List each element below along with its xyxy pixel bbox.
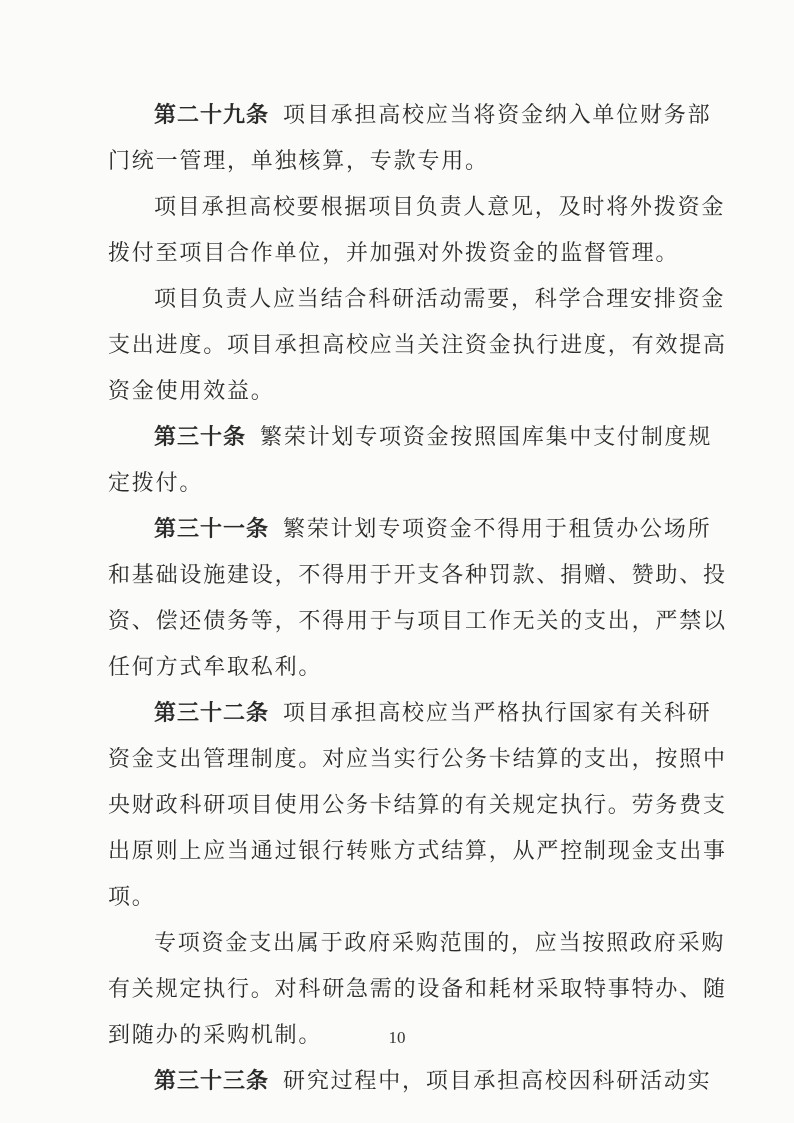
article-30-paragraph — [108, 415, 713, 507]
text-line: 项。 — [108, 885, 156, 910]
text-line: 资金支出管理制度。对应当实行公务卡结算的支出，按照中 — [108, 747, 727, 772]
article-heading: 第三十条 — [154, 425, 247, 450]
line-text: 繁荣计划专项资金不得用于租赁办公场所 — [283, 517, 712, 542]
document-body — [108, 93, 727, 1105]
article-heading: 第三十二条 — [154, 701, 270, 726]
text-line: 门统一管理，单独核算，专款专用。 — [108, 149, 489, 174]
article-33-paragraph — [108, 1059, 712, 1105]
text-line: 资金使用效益。 — [108, 379, 275, 404]
line-text: 繁荣计划专项资金按照国库集中支付制度规 — [260, 425, 713, 450]
paragraph — [108, 277, 727, 415]
text-line: 有关规定执行。对科研急需的设备和耗材采取特事特办、随 — [108, 977, 727, 1002]
page-number: 10 — [388, 1028, 406, 1047]
text-line: 拨付至项目合作单位，并加强对外拨资金的监督管理。 — [108, 241, 680, 266]
text-line: 任何方式牟取私利。 — [108, 655, 323, 680]
line-text: 研究过程中，项目承担高校因科研活动实 — [283, 1069, 712, 1094]
text-line: 定拨付。 — [108, 471, 204, 496]
text-line: 央财政科研项目使用公务卡结算的有关规定执行。劳务费支 — [108, 793, 727, 818]
text-line: 项目承担高校要根据项目负责人意见，及时将外拨资金 — [154, 195, 726, 220]
article-32-paragraph — [108, 691, 727, 921]
line-text: 项目承担高校应当严格执行国家有关科研 — [283, 701, 712, 726]
line-text: 项目承担高校应当将资金纳入单位财务部 — [283, 103, 712, 128]
text-line: 支出进度。项目承担高校应当关注资金执行进度，有效提高 — [108, 333, 727, 358]
text-line — [108, 1059, 712, 1105]
text-line — [108, 691, 712, 737]
article-29-paragraph — [108, 93, 712, 185]
text-line: 出原则上应当通过银行转账方式结算，从严控制现金支出事 — [108, 839, 727, 864]
article-heading: 第三十三条 — [154, 1069, 270, 1094]
text-line: 到随办的采购机制。 — [108, 1023, 323, 1048]
text-line: 资、偿还债务等，不得用于与项目工作无关的支出，严禁以 — [108, 609, 727, 634]
article-31-paragraph — [108, 507, 727, 691]
text-line: 专项资金支出属于政府采购范围的，应当按照政府采购 — [154, 931, 726, 956]
article-heading: 第二十九条 — [154, 103, 270, 128]
text-line — [108, 507, 712, 553]
article-heading: 第三十一条 — [154, 517, 270, 542]
text-line: 和基础设施建设，不得用于开支各种罚款、捐赠、赞助、投 — [108, 563, 727, 588]
text-line — [108, 93, 712, 139]
text-line — [108, 415, 713, 461]
paragraph — [108, 185, 726, 277]
text-line: 项目负责人应当结合科研活动需要，科学合理安排资金 — [154, 287, 726, 312]
